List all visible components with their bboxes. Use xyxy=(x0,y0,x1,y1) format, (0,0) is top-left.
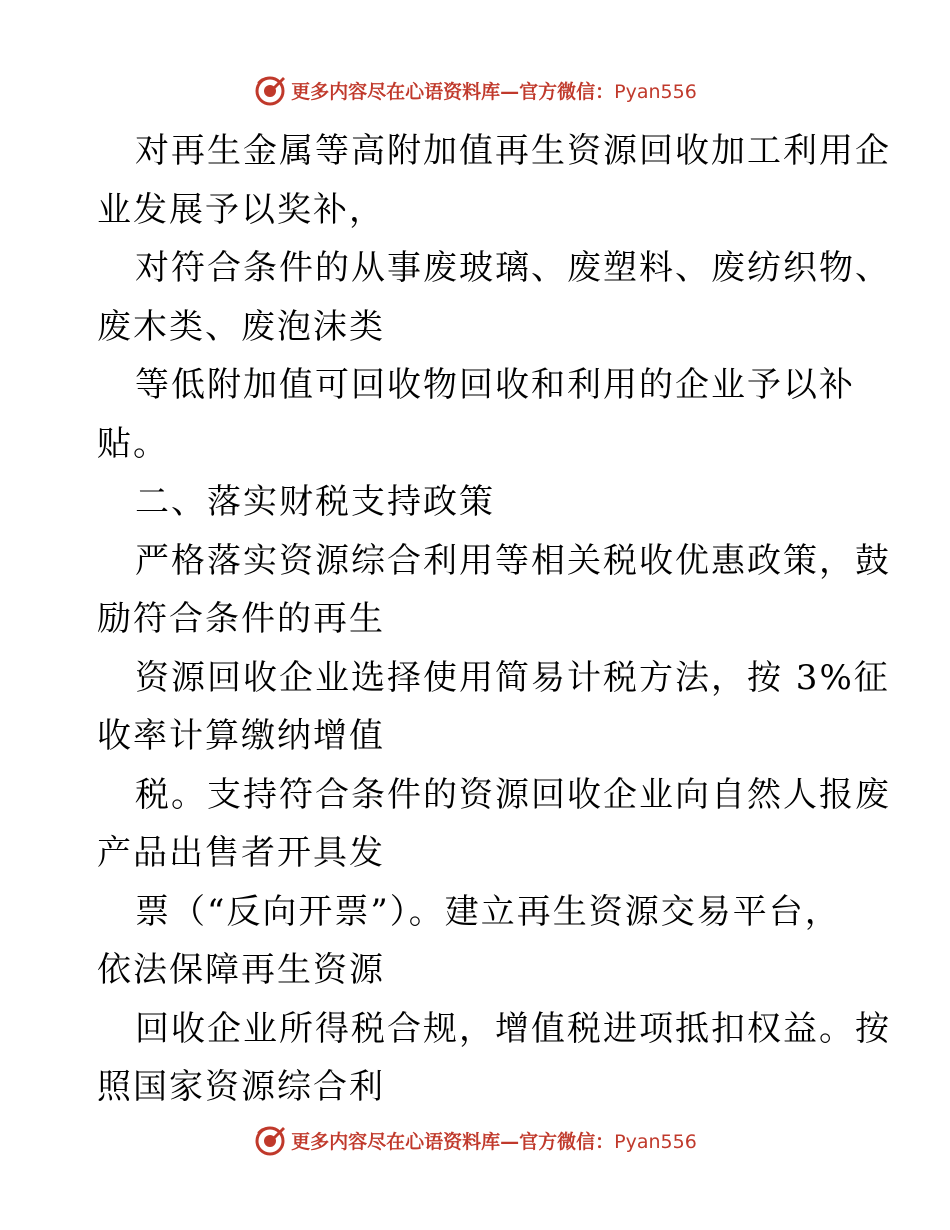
text-line: 废木类、废泡沫类 xyxy=(97,306,385,347)
text-line: 票（“反向开票”）。建立再生资源交易平台， xyxy=(135,891,841,932)
watermark-text: 更多内容尽在心语资料库—官方微信：Pyan556 xyxy=(291,80,697,103)
text-line: 依法保障再生资源 xyxy=(97,950,385,990)
text-line: 收率计算缴纳增值 xyxy=(97,716,385,756)
watermark-handle: Pyan556 xyxy=(614,1130,697,1153)
text-line: 回收企业所得税合规，增值税进项抵扣权益。按 xyxy=(135,1008,891,1049)
watermark-handle: Pyan556 xyxy=(614,80,697,103)
text-line: 税。支持符合条件的资源回收企业向自然人报废 xyxy=(135,774,891,815)
text-line: 业发展予以奖补， xyxy=(97,189,385,230)
text-line: 对再生金属等高附加值再生资源回收加工利用企 xyxy=(135,131,891,171)
text-line: 严格落实资源综合利用等相关税收优惠政策，鼓 xyxy=(135,540,891,581)
text-line: 产品出售者开具发 xyxy=(97,833,385,873)
document-body xyxy=(97,122,891,1117)
pen-logo-icon xyxy=(253,73,287,107)
footer-watermark xyxy=(0,1120,950,1160)
header-watermark xyxy=(0,70,950,110)
section-heading: 二、落实财税支持政策 xyxy=(135,482,495,522)
text-line: 励符合条件的再生 xyxy=(97,599,385,639)
watermark-text: 更多内容尽在心语资料库—官方微信：Pyan556 xyxy=(291,1130,697,1153)
text-line: 照国家资源综合利 xyxy=(97,1067,385,1107)
text-line: 等低附加值可回收物回收和利用的企业予以补 xyxy=(135,365,855,405)
pen-logo-icon xyxy=(253,1123,287,1157)
text-line: 贴。 xyxy=(97,423,169,464)
text-line: 对符合条件的从事废玻璃、废塑料、废纺织物、 xyxy=(135,248,891,288)
text-line: 资源回收企业选择使用简易计税方法，按 3%征 xyxy=(135,657,890,698)
